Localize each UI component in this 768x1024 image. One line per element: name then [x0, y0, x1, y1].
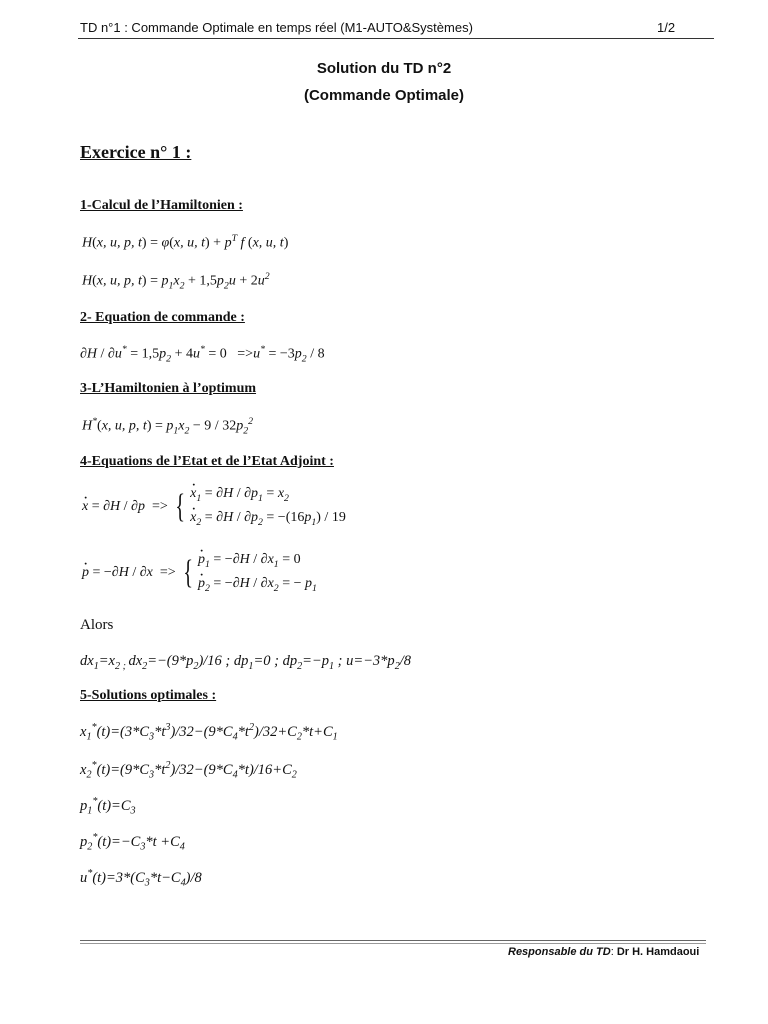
section-3-heading: 3-L’Hamiltonien à l’optimum — [80, 381, 257, 396]
footer-divider — [80, 940, 706, 941]
state-equation-system: x · = ∂H / ∂p => { $x \cdot_1 = \partial H / \partial p_1 = x_2$ $x \cdot_2 = \partial H / \partial p_2 = -(16p_1) / 19$ — [82, 486, 346, 528]
adjoint-equation-system: p · = −∂H / ∂x => { $p \cdot_1 = -\partial H / \partial x_1 = 0$ $p \cdot_2 = -\partial H / \partial x_2$ = − $p_1$ — [82, 552, 317, 594]
section-5-heading: 5-Solutions optimales : — [80, 688, 217, 703]
solution-p1: $p_1^*(t)=C_3$ — [80, 796, 136, 817]
footer-divider-secondary — [80, 943, 706, 944]
alors-text: Alors — [80, 617, 114, 633]
solution-x1: $x_1^*(t)=(3*C_3*t^3)/32-(9*C_4*t^2)/32+C_2*t+C_1$ — [80, 722, 338, 743]
page-number: 1/2 — [657, 20, 676, 35]
footer-responsable — [508, 946, 699, 958]
document-subtitle: (Commande Optimale) — [303, 87, 465, 104]
solution-u: $u^*(t)=3*(C_3*t-C_4)/8$ — [80, 868, 202, 889]
exercise-heading: Exercice n° 1 : — [80, 142, 192, 162]
document-title: Solution du TD n°2 — [316, 60, 452, 77]
state-summary-equations: $dx_1=x_{2 ;}$ $dx_2=-(9*p_2)/16$ ; $dp_1=0$ ; $dp_2=-p_1$ ; $u=-3*p_2/8$ — [80, 653, 412, 672]
footer-label: Responsable du TD — [508, 946, 611, 958]
equation-hamiltonian-optimum: H*(x, u, p, $t) = p_1x_2 - 9 / 32p_2^2$ — [82, 416, 254, 437]
header-divider — [78, 38, 714, 39]
solution-x2: $x_2^*(t)=(9*C_3*t^2)/32-(9*C_4*t)/16+C_2$ — [80, 760, 297, 781]
equation-hamiltonian: H(x, u, p, $t) = p_1x_2 + 1,5p_2u + 2u^2$ — [82, 271, 270, 292]
section-2-heading: 2- Equation de commande : — [80, 310, 245, 325]
footer-name: Dr H. Hamdaoui — [616, 946, 700, 958]
equation-hamiltonian-general: H(x, u, p, t) = φ(x, u, $t) + p^T$ f (x, u, t) — [82, 233, 289, 251]
section-4-heading: 4-Equations de l’Etat et de l’Etat Adjoint : — [80, 454, 334, 469]
solution-p2: $p_2^*(t)=-C_3*t +C_4$ — [80, 832, 185, 853]
footer-separator: : — [610, 946, 617, 958]
section-1-heading: 1-Calcul de l’Hamiltonien : — [80, 198, 243, 213]
equation-command: $\partial H / \partial u^* = 1,5p_2 + 4u^* = 0 =>u^* = -3p_2 / 8$ — [80, 344, 325, 365]
header-title: TD n°1 : Commande Optimale en temps réel (M1-AUTO&Systèmes) — [80, 20, 473, 35]
